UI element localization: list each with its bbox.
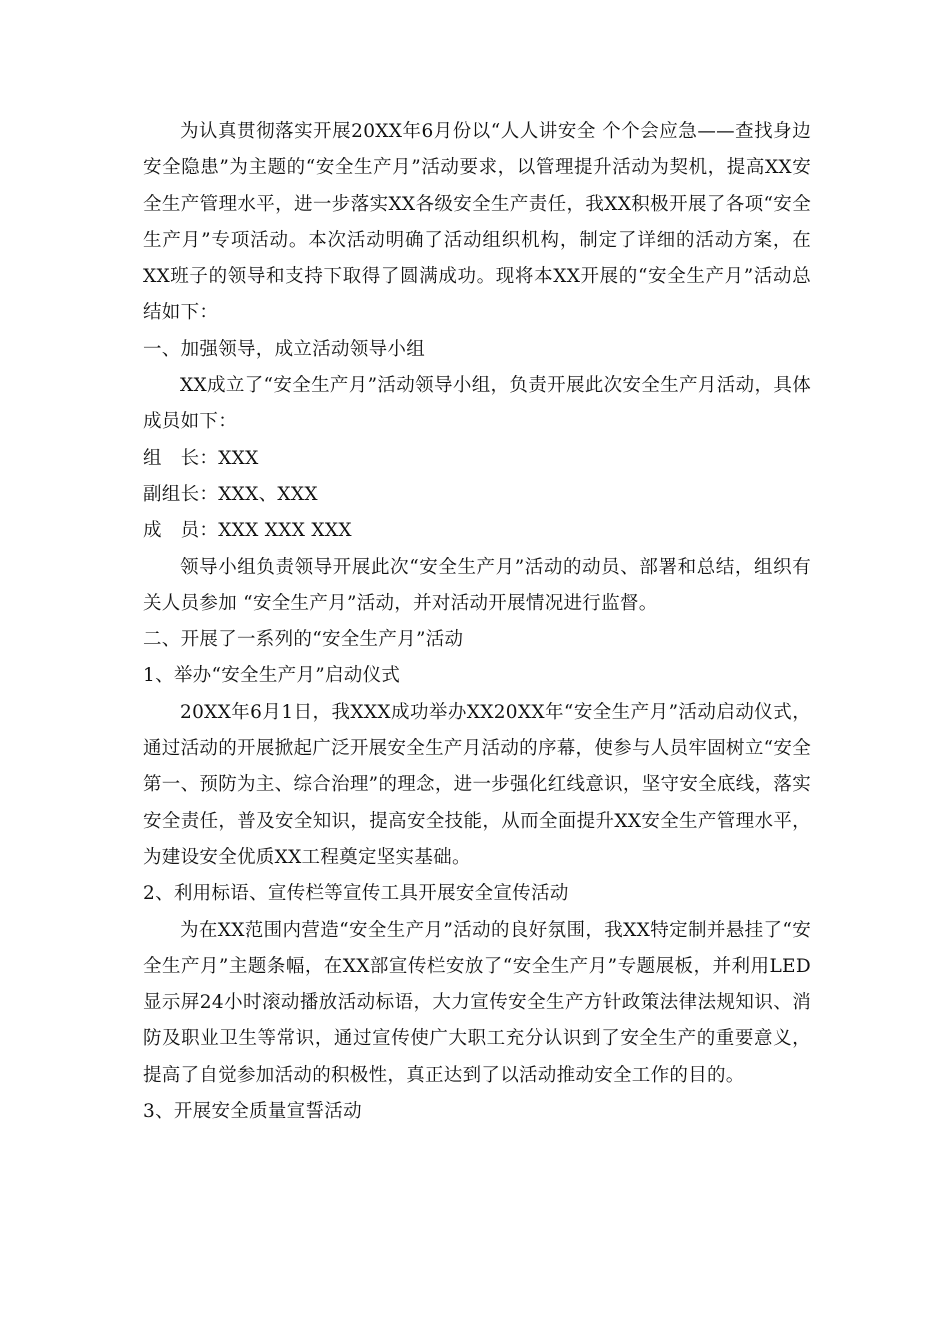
responsibility-paragraph: 领导小组负责领导开展此次“安全生产月”活动的动员、部署和总结，组织有关人员参加 “安全生产月”活动，并对活动开展情况进行监督。 [143,556,811,614]
subsection-heading-1: 1、举办“安全生产月”启动仪式 [143,665,401,687]
intro-paragraph: 为认真贯彻落实开展20XX年6月份以“人人讲安全 个个会应急——查找身边安全隐患”为主题的“安全生产月”活动要求，以管理提升活动为契机，提高XX安全生产管理水平，进一步落实XX各级安全生产责任，我XX积极开展了各项“安全生产月”专项活动。本次活动明确了活动组织机构，制定了详细的活动方案，在XX班子的领导和支持下取得了圆满成功。现将本XX开展的“安全生产月”活动总结如下： [143,121,811,324]
leader-line: 组 长：XXX [143,447,259,469]
subsection-heading-2: 2、利用标语、宣传栏等宣传工具开展安全宣传活动 [143,883,569,905]
section-heading-2: 二、开展了一系列的“安全生产月”活动 [143,629,464,651]
members-line: 成 员：XXX XXX XXX [143,520,352,542]
document-body [143,114,811,1130]
deputy-leader-line: 副组长：XXX、XXX [143,483,318,505]
publicity-paragraph: 为在XX范围内营造“安全生产月”活动的良好氛围，我XX特定制并悬挂了“安全生产月”主题条幅，在XX部宣传栏安放了“安全生产月”专题展板，并利用LED显示屏24小时滚动播放活动标语，大力宣传安全生产方针政策法律法规知识、消防及职业卫生等常识，通过宣传使广大职工充分认识到了安全生产的重要意义，提高了自觉参加活动的积极性，真正达到了以活动推动安全工作的目的。 [143,919,811,1086]
subsection-heading-3: 3、开展安全质量宣誓活动 [143,1101,362,1123]
leadership-paragraph: XX成立了“安全生产月”活动领导小组，负责开展此次安全生产月活动，具体成员如下： [143,375,811,433]
launch-ceremony-paragraph: 20XX年6月1日，我XXX成功举办XX20XX年“安全生产月”活动启动仪式，通过活动的开展掀起广泛开展安全生产月活动的序幕，使参与人员牢固树立“安全第一、预防为主、综合治理”的理念，进一步强化红线意识，坚守安全底线，落实安全责任，普及安全知识，提高安全技能，从而全面提升XX安全生产管理水平，为建设安全优质XX工程奠定坚实基础。 [143,701,811,868]
section-heading-1: 一、加强领导，成立活动领导小组 [143,338,426,360]
